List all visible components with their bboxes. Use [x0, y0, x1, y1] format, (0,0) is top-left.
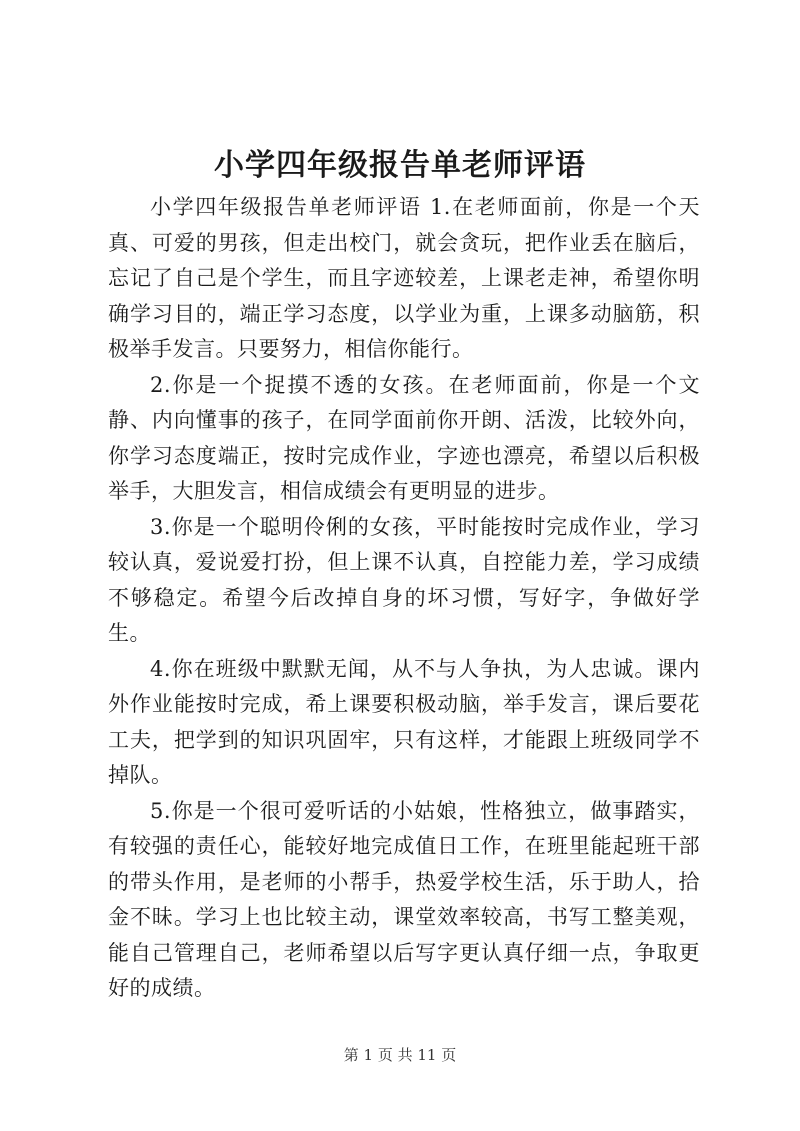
- page-title: 小学四年级报告单老师评语: [214, 148, 586, 183]
- paragraph-3: 3.你是一个聪明伶俐的女孩，平时能按时完成作业，学习较认真，爱说爱打扮，但上课不认真，自控能力差，学习成绩不够稳定。希望今后改掉自身的坏习惯，写好字，争做好学生。: [108, 514, 700, 645]
- paragraph-2: 2.你是一个捉摸不透的女孩。在老师面前，你是一个文静、内向懂事的孩子，在同学面前你开朗、活泼，比较外向，你学习态度端正，按时完成作业，字迹也漂亮，希望以后积极举手，大胆发言，相信成绩会有更明显的进步。: [108, 372, 700, 503]
- paragraph-5: 5.你是一个很可爱听话的小姑娘，性格独立，做事踏实，有较强的责任心，能较好地完成值日工作，在班里能起班干部的带头作用，是老师的小帮手，热爱学校生活，乐于助人，拾金不昧。学习上也比较主动，课堂效率较高，书写工整美观，能自己管理自己，老师希望以后写字更认真仔细一点，争取更好的成绩。: [108, 798, 700, 1000]
- paragraph-4: 4.你在班级中默默无闻，从不与人争执，为人忠诚。课内外作业能按时完成，希上课要积极动脑，举手发言，课后要花工夫，把学到的知识巩固牢，只有这样，才能跟上班级同学不掉队。: [108, 656, 700, 787]
- document-body: [108, 190, 700, 1007]
- paragraph-1: 小学四年级报告单老师评语 1.在老师面前，你是一个天真、可爱的男孩，但走出校门，就会贪玩，把作业丢在脑后，忘记了自己是个学生，而且字迹较差，上课老走神，希望你明确学习目的，端正学习态度，以学业为重，上课多动脑筋，积极举手发言。只要努力，相信你能行。: [108, 195, 700, 361]
- page-footer: 第 1 页 共 11 页: [343, 1046, 457, 1064]
